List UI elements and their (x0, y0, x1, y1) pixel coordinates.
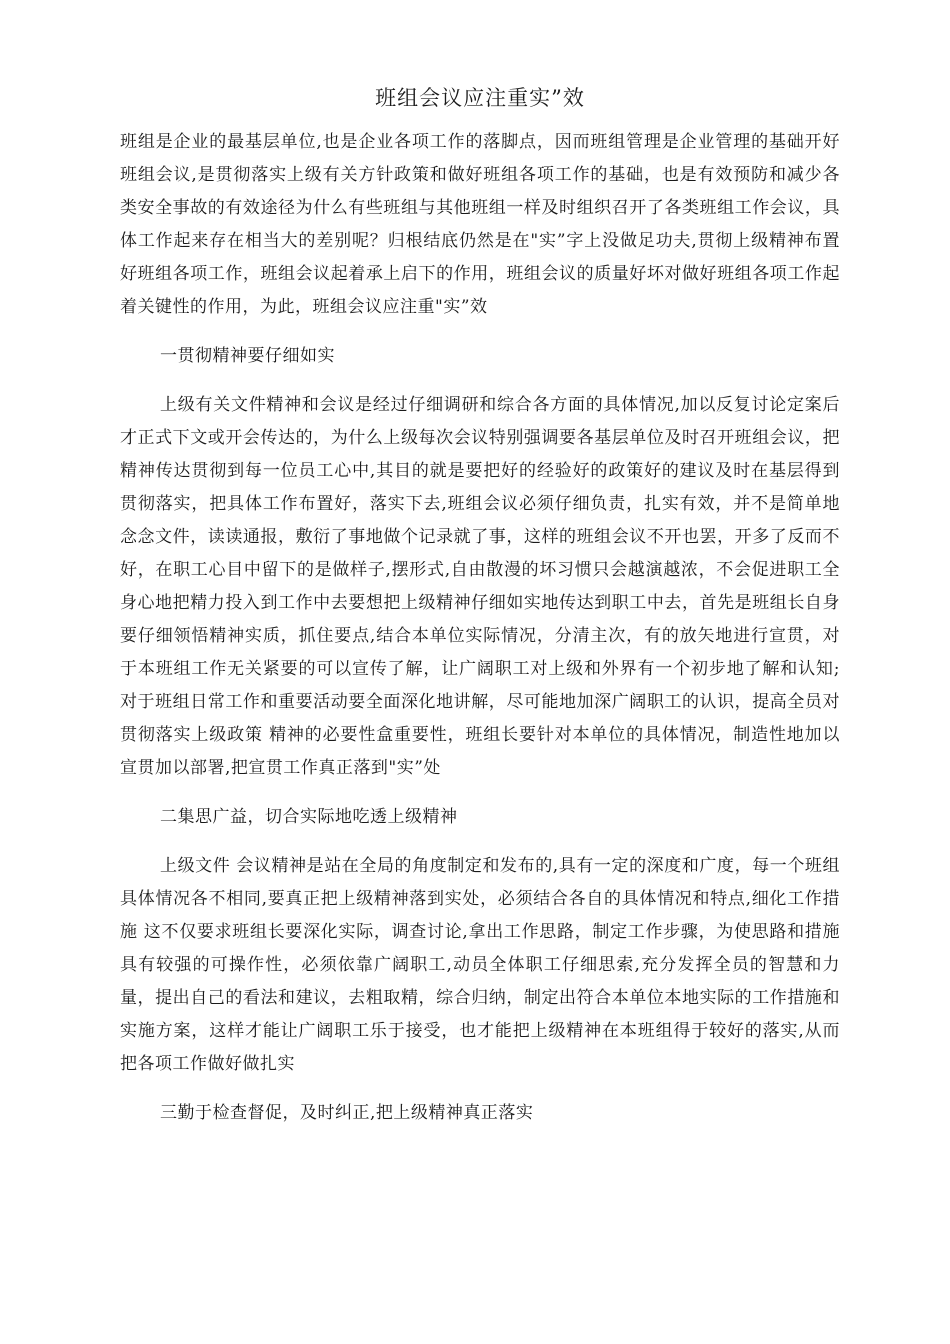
document-title: 班组会议应注重实”效 (375, 86, 585, 110)
intro-paragraph: 班组是企业的最基层单位,也是企业各项工作的落脚点，因而班组管理是企业管理的基础开好班组会议,是贯彻落实上级有关方针政策和做好班组各项工作的基础，也是有效预防和减少各类安全事故的有效途径为什么有些班组与其他班组一样及时组织召开了各类班组工作会议，具体工作起来存在相当大的差别呢？归根结底仍然是在"实”字上没做足功夫,贯彻上级精神布置好班组各项工作，班组会议起着承上启下的作用，班组会议的质量好坏对做好班组各项工作起着关键性的作用，为此，班组会议应注重"实”效 (120, 132, 840, 317)
section-2-body: 上级文件 会议精神是站在全局的角度制定和发布的,具有一定的深度和广度，每一个班组具体情况各不相同,要真正把上级精神落到实处，必须结合各自的具体情况和特点,细化工作措施 这不仅要求班组长要深化实际，调查讨论,拿出工作思路，制定工作步骤，为使思路和措施具有较强的可操作性，必须依靠广阔职工,动员全体职工仔细思索,充分发挥全员的智慧和力量，提出自己的看法和建议，去粗取精，综合归纳，制定出符合本单位本地实际的工作措施和实施方案，这样才能让广阔职工乐于接受，也才能把上级精神在本班组得于较好的落实,从而把各项工作做好做扎实 (120, 856, 840, 1074)
section-1-body: 上级有关文件精神和会议是经过仔细调研和综合各方面的具体情况,加以反复讨论定案后才正式下文或开会传达的，为什么上级每次会议特别强调要各基层单位及时召开班组会议，把精神传达贯彻到每一位员工心中,其目的就是要把好的经验好的政策好的建议及时在基层得到贯彻落实，把具体工作布置好，落实下去,班组会议必须仔细负责，扎实有效，并不是简单地念念文件，读读通报，敷衍了事地做个记录就了事，这样的班组会议不开也罢，开多了反而不好，在职工心目中留下的是做样子,摆形式,自由散漫的坏习惯只会越演越浓，不会促进职工全身心地把精力投入到工作中去要想把上级精神仔细如实地传达到职工中去，首先是班组长自身要仔细领悟精神实质，抓住要点,结合本单位实际情况，分清主次，有的放矢地进行宣贯，对于本班组工作无关紧要的可以宣传了解，让广阔职工对上级和外界有一个初步地了解和认知;对于班组日常工作和重要活动要全面深化地讲解，尽可能地加深广阔职工的认识，提高全员对贯彻落实上级政策 精神的必要性盒重要性，班组长要针对本单位的具体情况，制造性地加以宣贯加以部署,把宣贯工作真正落到"实”处 (120, 395, 840, 778)
section-3-heading: 三勤于检查督促，及时纠正,把上级精神真正落实 (160, 1103, 534, 1123)
section-2-heading: 二集思广益，切合实际地吃透上级精神 (160, 807, 458, 827)
section-1-heading: 一贯彻精神要仔细如实 (160, 346, 335, 366)
document-page (120, 82, 840, 1146)
